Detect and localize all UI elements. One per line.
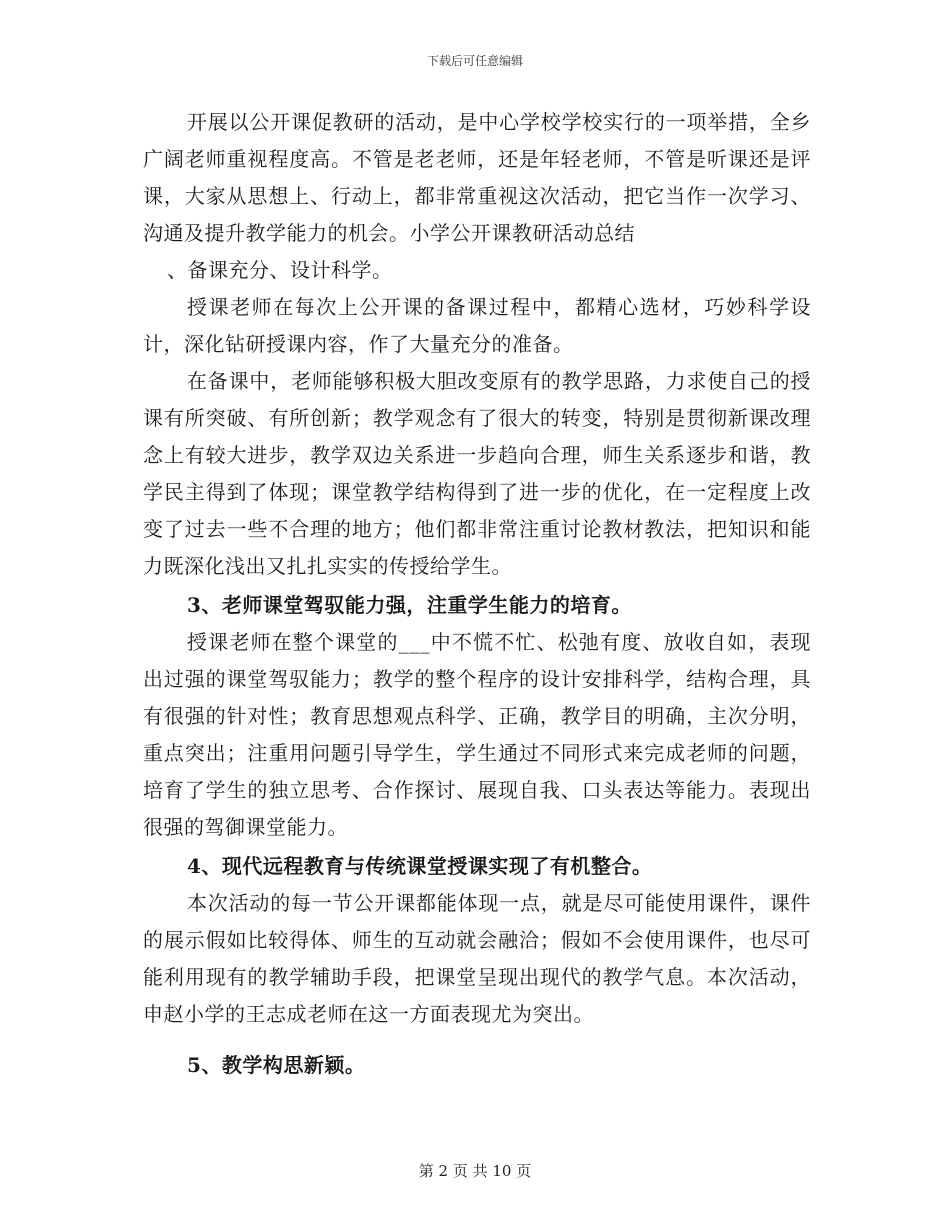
paragraph-lesson-planning: 在备课中，老师能够积极大胆改变原有的教学思路，力求使自己的授课有所突破、有所创新；教学观念有了很大的转变，特别是贯彻新课改理念上有较大进步，教学双边关系进一步趋向合理，师生关系逐步和谐，教学民主得到了体现；课堂教学结构得到了进一步的优化，在一定程度上改变了过去一些不合理的地方；他们都非常注重讨论教材教法，把知识和能力既深化浅出又扎扎实实的传授给学生。 [143, 369, 811, 578]
page-number: 第 2 页 共 10 页 [418, 1162, 532, 1180]
paragraph-remote-education: 本次活动的每一节公开课都能体现一点，就是尽可能使用课件，课件的展示假如比较得体、师生的互动就会融洽；假如不会使用课件，也尽可能利用现有的教学辅助手段，把课堂呈现出现代的教学气息。本次活动，申赵小学的王志成老师在这一方面表现尤为突出。 [143, 891, 811, 1026]
paragraph-classroom-control: 授课老师在整个课堂的___中不慌不忙、松弛有度、放收自如，表现出过强的课堂驾驭能力；教学的整个程序的设计安排科学，结构合理，具有很强的针对性；教育思想观点科学、正确，教学目的明确，主次分明，重点突出；注重用问题引导学生，学生通过不同形式来完成老师的问题，培育了学生的独立思考、合作探讨、展现自我、口头表达等能力。表现出很强的驾御课堂能力。 [143, 630, 811, 839]
paragraph-intro: 开展以公开课促教研的活动，是中心学校学校实行的一项举措，全乡广阔老师重视程度高。不管是老老师，还是年轻老师，不管是听课还是评课，大家从思想上、行动上，都非常重视这次活动，把它当作一次学习、沟通及提升教学能力的机会。小学公开课教研活动总结 [143, 110, 811, 245]
heading-section-3: 3、老师课堂驾驭能力强，注重学生能力的培育。 [187, 593, 632, 617]
heading-section-4: 4、现代远程教育与传统课堂授课实现了有机整合。 [187, 854, 653, 878]
paragraph-subheading: 、备课充分、设计科学。 [167, 258, 393, 282]
heading-section-5: 5、教学构思新颖。 [187, 1053, 366, 1077]
document-body [143, 104, 811, 1084]
paragraph-preparation: 授课老师在每次上公开课的备课过程中，都精心选材，巧妙科学设计，深化钻研授课内容，作了大量充分的准备。 [143, 295, 811, 356]
page-header: 下载后可任意编辑 [426, 54, 523, 68]
